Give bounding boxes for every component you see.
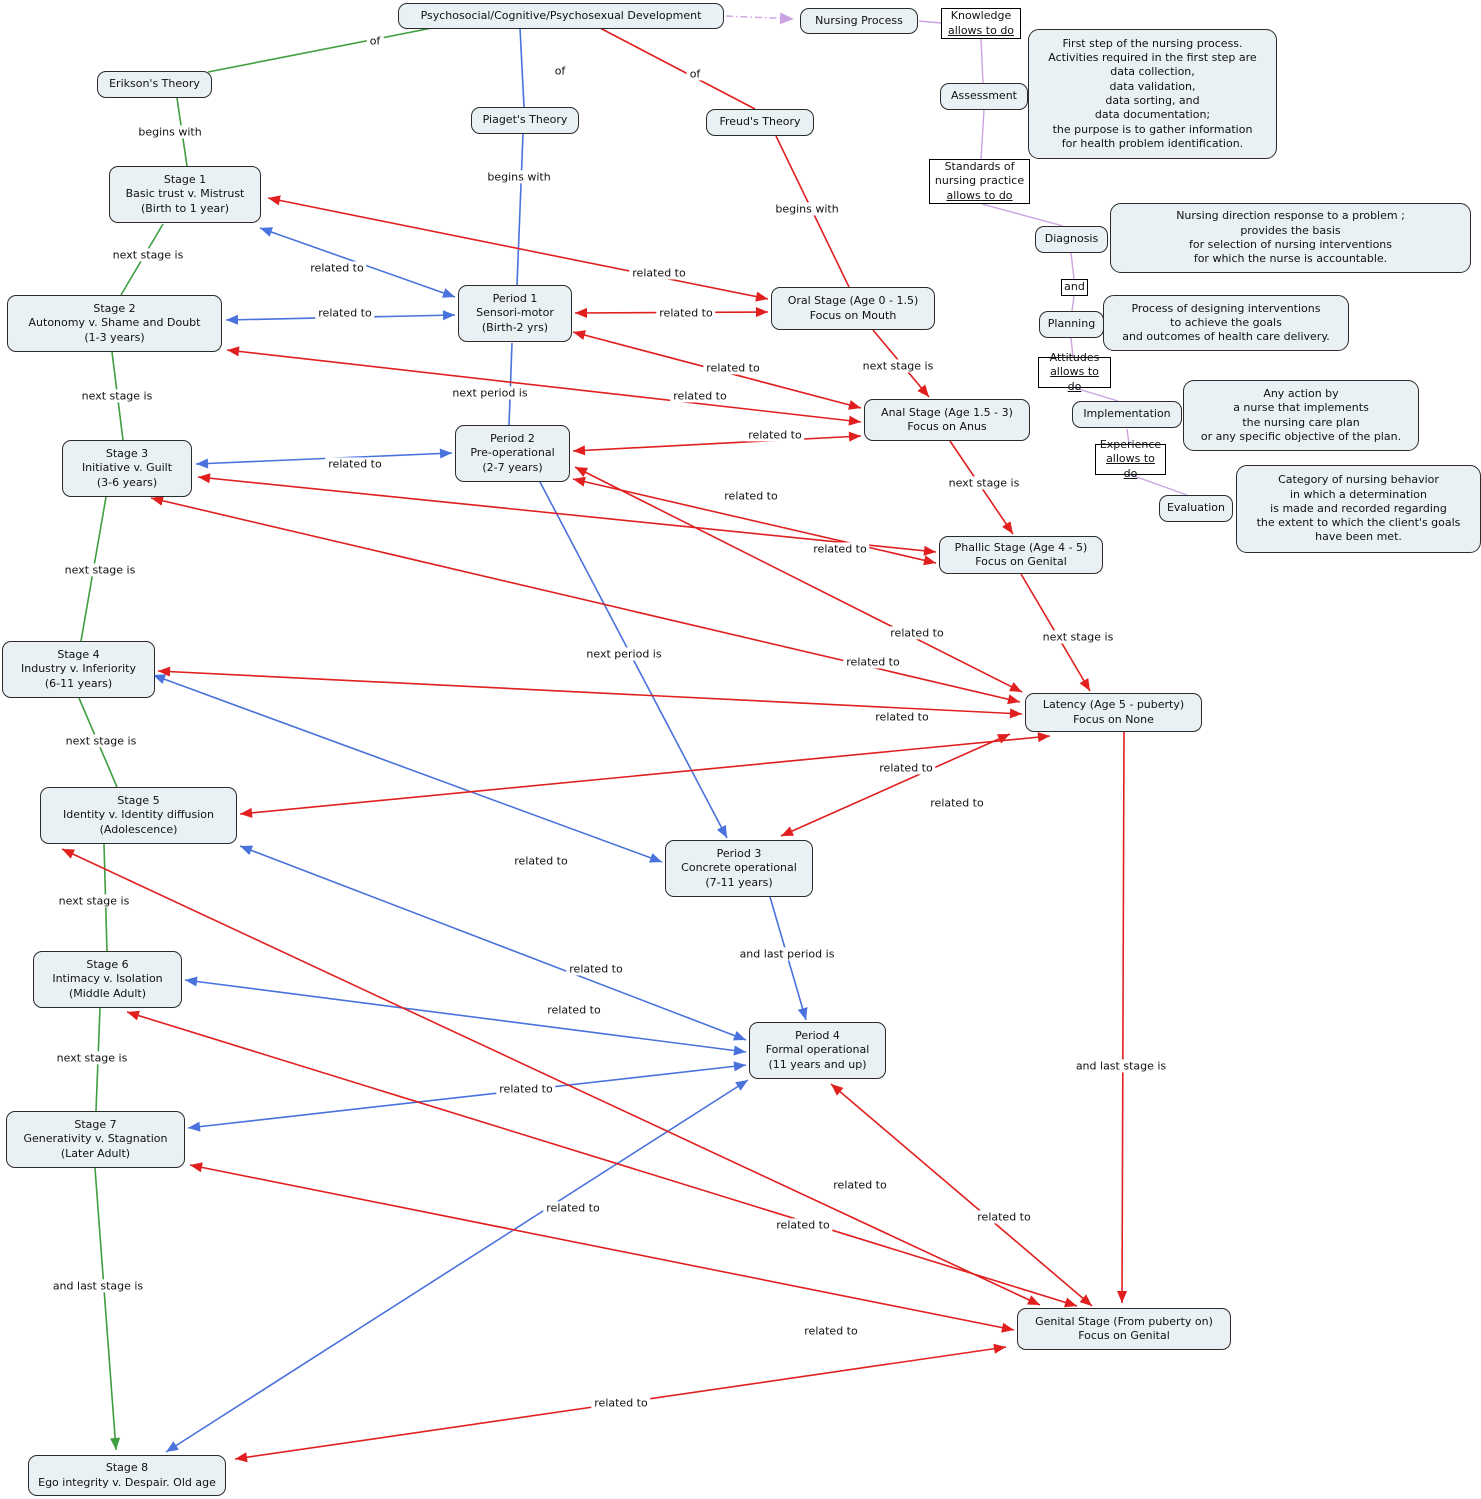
node-attitudes-allows-line-0: Attitudes	[1049, 351, 1100, 365]
arrowhead	[260, 227, 273, 237]
edge-label-18: next stage is	[946, 476, 1023, 489]
node-planning-desc[interactable]	[1103, 295, 1349, 351]
edge-label-17: related to	[325, 457, 384, 470]
edge-line-47	[981, 39, 983, 83]
node-freuds-theory-line-0: Freud's Theory	[719, 115, 801, 129]
node-assessment-desc-line-1: Activities required in the first step are	[1048, 51, 1257, 65]
edge-label-6: next stage is	[110, 248, 187, 261]
node-period3[interactable]	[665, 840, 813, 897]
edge-label-40: related to	[773, 1218, 832, 1231]
node-diagnosis[interactable]	[1035, 226, 1108, 253]
node-evaluation[interactable]	[1159, 495, 1233, 522]
node-evaluation-desc-line-1: in which a determination	[1289, 487, 1428, 501]
arrowhead	[649, 853, 662, 862]
edge-label-4: begins with	[484, 170, 553, 183]
edge-line-31	[227, 350, 861, 422]
node-stage7[interactable]	[6, 1111, 185, 1168]
node-planning-desc-line-1: to achieve the goals	[1170, 315, 1282, 329]
edge-label-38: related to	[830, 1178, 889, 1191]
edge-line-22	[600, 28, 755, 109]
node-assessment-line-0: Assessment	[951, 89, 1017, 103]
node-stage3-line-0: Stage 3	[105, 447, 149, 461]
node-diagnosis-line-0: Diagnosis	[1044, 232, 1099, 246]
arrowhead	[188, 1122, 200, 1132]
node-oral-stage[interactable]	[771, 287, 935, 330]
node-planning[interactable]	[1039, 311, 1104, 338]
edge-label-8: related to	[629, 266, 688, 279]
arrowhead	[443, 310, 455, 320]
arrowhead	[734, 1061, 746, 1071]
arrowhead	[1010, 708, 1022, 718]
edge-label-31: next stage is	[56, 894, 133, 907]
node-assessment-desc-line-7: for health problem identification.	[1061, 136, 1244, 150]
node-genital-stage-line-1: Focus on Genital	[1078, 1329, 1170, 1342]
node-planning-desc-line-0: Process of designing interventions	[1131, 301, 1321, 315]
arrowhead	[196, 458, 208, 468]
node-knowledge-allows-line-0: Knowledge	[950, 9, 1012, 23]
arrowhead	[849, 432, 861, 442]
node-piagets-theory[interactable]	[471, 107, 579, 134]
arrowhead	[755, 292, 768, 302]
arrowhead	[127, 1011, 140, 1021]
node-implementation-desc-line-1: a nurse that implements	[1233, 401, 1369, 415]
arrowhead	[573, 330, 586, 340]
node-stage1-line-2: (Birth to 1 year)	[140, 201, 230, 215]
node-stage8-line-1: Ego integrity v. Despair. Old age	[38, 1475, 216, 1489]
edge-line-50	[1071, 253, 1074, 279]
node-experience-allows[interactable]	[1095, 438, 1166, 480]
node-stage7-line-1: Generativity v. Stagnation	[23, 1132, 168, 1146]
edge-label-15: related to	[670, 389, 729, 402]
node-evaluation-desc-line-3: the extent to which the client's goals	[1256, 516, 1461, 530]
edge-label-3: begins with	[135, 125, 204, 138]
node-period2-line-1: Pre-operational	[470, 446, 555, 460]
arrowhead	[1064, 1298, 1077, 1308]
node-stage6-line-0: Stage 6	[86, 958, 129, 972]
node-stage2-line-1: Autonomy v. Shame and Doubt	[28, 316, 201, 330]
node-experience-allows-line-0: Experience	[1099, 438, 1162, 452]
node-period4-line-2: (11 years and up)	[768, 1057, 867, 1071]
node-main-title[interactable]	[398, 3, 724, 29]
node-eriksons-theory[interactable]	[97, 71, 212, 98]
edge-label-14: next period is	[449, 386, 530, 399]
node-stage7-line-0: Stage 7	[74, 1118, 117, 1132]
node-latency-stage-line-1: Focus on None	[1073, 712, 1154, 726]
node-assessment-desc-line-6: the purpose is to gather information	[1052, 122, 1253, 136]
arrowhead	[151, 496, 164, 506]
edge-label-27: next stage is	[63, 734, 140, 747]
edge-label-23: next stage is	[1040, 630, 1117, 643]
node-standards-allows-line-0: Standards of	[944, 160, 1015, 174]
arrowhead	[190, 1162, 203, 1172]
arrowhead	[440, 448, 452, 458]
node-anal-stage-line-1: Focus on Anus	[907, 420, 987, 433]
node-stage7-line-2: (Later Adult)	[60, 1146, 131, 1160]
edge-label-2: of	[687, 67, 704, 80]
node-diagnosis-desc-line-1: provides the basis	[1240, 223, 1341, 237]
node-knowledge-allows-line-1: allows to do	[947, 23, 1015, 37]
node-diagnosis-desc-line-2: for selection of nursing interventions	[1188, 238, 1393, 251]
edge-label-29: related to	[927, 796, 986, 809]
node-anal-stage[interactable]	[864, 399, 1030, 441]
node-stage2-line-2: (1-3 years)	[84, 330, 145, 344]
edge-label-44: related to	[591, 1396, 650, 1409]
node-evaluation-desc-line-2: is made and recorded regarding	[1270, 501, 1447, 515]
edge-label-32: and last period is	[737, 947, 838, 960]
edge-line-10	[517, 134, 523, 285]
node-period3-line-0: Period 3	[716, 847, 762, 861]
edge-label-35: next stage is	[54, 1051, 131, 1064]
edge-label-13: next stage is	[79, 389, 156, 402]
node-stage3-line-2: (3-6 years)	[96, 475, 158, 489]
node-attitudes-allows-line-1: allows to do	[1050, 365, 1099, 393]
node-and-phrase[interactable]	[1061, 279, 1088, 296]
edge-label-9: related to	[315, 306, 374, 319]
node-period1-line-1: Sensori-motor	[476, 306, 554, 320]
edge-line-41	[127, 1012, 1077, 1306]
node-latency-stage-line-0: Latency (Age 5 - puberty)	[1042, 698, 1185, 712]
node-period2[interactable]	[455, 425, 570, 482]
node-attitudes-allows[interactable]	[1038, 351, 1111, 393]
edge-label-20: related to	[810, 542, 869, 555]
arrowhead	[924, 546, 936, 556]
node-assessment-desc-line-5: data documentation;	[1094, 108, 1211, 122]
edge-line-19	[185, 980, 746, 1052]
node-planning-line-0: Planning	[1047, 317, 1096, 331]
node-period2-line-2: (2-7 years)	[482, 460, 543, 474]
edge-label-16: related to	[745, 428, 804, 441]
edge-label-42: and last stage is	[50, 1279, 146, 1292]
edge-line-33	[198, 477, 936, 552]
node-stage1-line-1: Basic trust v. Mistrust	[125, 187, 245, 201]
arrowhead	[735, 1080, 748, 1091]
node-freuds-theory[interactable]	[706, 109, 814, 136]
node-period4[interactable]	[749, 1022, 886, 1079]
node-diagnosis-desc-line-3: for which the nurse is accountable.	[1193, 252, 1388, 266]
node-period1-line-2: (Birth-2 yrs)	[481, 320, 549, 334]
node-stage5[interactable]	[40, 787, 237, 844]
node-assessment-desc-line-3: data validation,	[1109, 79, 1196, 93]
edge-line-8	[95, 1168, 116, 1450]
arrowhead	[756, 307, 768, 317]
edge-line-27	[1122, 731, 1124, 1303]
arrowhead	[849, 416, 861, 426]
node-stage5-line-2: (Adolescence)	[99, 822, 178, 836]
node-nursing-process-line-0: Nursing Process	[815, 13, 903, 27]
node-standards-allows-line-1: nursing practice	[934, 174, 1025, 188]
arrowhead	[575, 308, 587, 318]
edge-label-22: related to	[887, 626, 946, 639]
arrowhead	[442, 288, 455, 298]
edge-line-0	[208, 28, 432, 72]
node-evaluation-desc-line-4: have been met.	[1315, 530, 1402, 544]
node-implementation-desc[interactable]	[1183, 380, 1419, 451]
edge-label-34: related to	[544, 1003, 603, 1016]
node-and-phrase-line-0: and	[1064, 280, 1085, 294]
node-assessment-desc[interactable]	[1028, 29, 1277, 159]
arrowhead	[733, 1031, 746, 1040]
node-latency-stage[interactable]	[1025, 693, 1202, 732]
arrowhead	[166, 1441, 179, 1452]
edge-label-11: next stage is	[860, 359, 937, 372]
node-knowledge-allows[interactable]	[941, 8, 1021, 39]
node-genital-stage-line-0: Genital Stage (From puberty on)	[1035, 1314, 1213, 1328]
node-stage5-line-1: Identity v. Identity diffusion	[62, 808, 215, 822]
node-implementation-desc-line-2: the nursing care plan	[1242, 415, 1360, 429]
arrowhead	[780, 13, 794, 25]
node-stage3[interactable]	[62, 440, 192, 497]
node-stage2[interactable]	[7, 295, 222, 352]
node-stage1-line-0: Stage 1	[163, 173, 207, 187]
edge-line-11	[509, 343, 512, 425]
edge-label-1: of	[552, 64, 569, 77]
node-stage1[interactable]	[109, 166, 261, 223]
edge-line-48	[981, 110, 984, 159]
node-implementation[interactable]	[1072, 401, 1182, 428]
edge-label-33: related to	[566, 962, 625, 975]
arrowhead	[185, 977, 198, 987]
node-diagnosis-desc-line-0: Nursing direction response to a problem ;	[1176, 209, 1405, 223]
arrowhead	[240, 808, 252, 818]
node-period4-line-0: Period 4	[795, 1029, 840, 1043]
node-eriksons-theory-line-0: Erikson's Theory	[109, 77, 200, 91]
node-stage8-line-0: Stage 8	[105, 1461, 149, 1475]
edge-label-36: and last stage is	[1073, 1059, 1169, 1072]
node-standards-allows-line-2: allows to do	[946, 188, 1013, 202]
node-stage5-line-0: Stage 5	[117, 794, 160, 808]
arrowhead	[1117, 1291, 1127, 1303]
arrowhead	[848, 400, 861, 410]
node-assessment-desc-line-0: First step of the nursing process.	[1062, 36, 1243, 50]
node-standards-allows[interactable]	[929, 159, 1030, 204]
edge-label-26: related to	[872, 710, 931, 723]
edge-line-28	[268, 198, 768, 299]
node-genital-stage[interactable]	[1017, 1308, 1231, 1350]
node-anal-stage-line-0: Anal Stage (Age 1.5 - 3)	[881, 405, 1013, 419]
node-assessment-desc-line-2: data collection,	[1110, 65, 1195, 79]
arrowhead	[198, 473, 210, 483]
arrowhead	[110, 1438, 120, 1450]
node-period2-line-0: Period 2	[490, 432, 535, 446]
edge-line-46	[919, 21, 941, 23]
node-assessment[interactable]	[940, 83, 1028, 110]
edge-label-37: related to	[496, 1082, 555, 1095]
node-main-title-line-0: Psychosocial/Cognitive/Psychosexual Development	[420, 8, 702, 22]
edge-label-43: related to	[801, 1324, 860, 1337]
node-phallic-stage-line-0: Phallic Stage (Age 4 - 5)	[954, 540, 1088, 554]
node-period3-line-1: Concrete operational	[681, 861, 797, 875]
arrowhead	[1007, 694, 1020, 704]
edge-line-49	[982, 204, 1063, 226]
node-stage6[interactable]	[33, 951, 182, 1008]
arrowhead	[1002, 521, 1013, 534]
node-evaluation-desc[interactable]	[1236, 465, 1481, 553]
node-assessment-desc-line-4: data sorting, and	[1105, 94, 1200, 107]
node-period3-line-2: (7-11 years)	[705, 875, 773, 889]
node-diagnosis-desc[interactable]	[1110, 203, 1471, 273]
edge-line-9	[520, 28, 524, 107]
edge-label-12: related to	[703, 361, 762, 374]
edge-line-36	[151, 498, 1020, 702]
edge-label-19: related to	[721, 489, 780, 502]
arrowhead	[1038, 732, 1050, 742]
arrowhead	[993, 1344, 1006, 1354]
node-period1[interactable]	[458, 285, 572, 342]
node-evaluation-desc-line-0: Category of nursing behavior	[1278, 473, 1439, 487]
edge-label-10: related to	[656, 306, 715, 319]
node-stage6-line-2: (Middle Adult)	[68, 986, 147, 1000]
edge-label-7: related to	[307, 261, 366, 274]
node-experience-allows-line-1: allows to do	[1106, 452, 1155, 480]
edge-label-5: begins with	[772, 202, 841, 215]
edge-line-38	[781, 734, 1010, 836]
edge-label-25: next period is	[583, 647, 664, 660]
arrowhead	[1080, 678, 1090, 691]
arrowhead	[226, 315, 238, 325]
arrowhead	[1001, 1323, 1014, 1333]
node-oral-stage-line-1: Focus on Mouth	[809, 308, 897, 322]
node-piagets-theory-line-0: Piaget's Theory	[482, 113, 568, 127]
edge-label-24: related to	[843, 655, 902, 668]
node-stage4-line-0: Stage 4	[57, 648, 100, 662]
node-period4-line-1: Formal operational	[765, 1043, 870, 1057]
node-evaluation-line-0: Evaluation	[1166, 501, 1226, 515]
edge-label-41: related to	[543, 1201, 602, 1214]
node-stage6-line-1: Intimacy v. Isolation	[52, 972, 163, 986]
node-oral-stage-line-0: Oral Stage (Age 0 - 1.5)	[787, 294, 919, 308]
node-nursing-process[interactable]	[800, 8, 918, 34]
node-planning-desc-line-2: and outcomes of health care delivery.	[1122, 330, 1330, 344]
node-stage4[interactable]	[2, 641, 155, 698]
edge-line-37	[158, 671, 1022, 714]
arrowhead	[235, 1452, 248, 1462]
node-stage4-line-1: Industry v. Inferiority	[21, 662, 136, 676]
node-stage4-line-2: (6-11 years)	[44, 676, 113, 690]
edge-line-44	[831, 1084, 1092, 1306]
edge-line-20	[188, 1065, 746, 1128]
node-period1-line-0: Period 1	[492, 292, 538, 306]
edge-line-16	[196, 453, 452, 464]
edge-line-51	[1072, 296, 1074, 311]
arrowhead	[923, 555, 936, 565]
node-phallic-stage[interactable]	[939, 536, 1103, 574]
edge-line-32	[573, 436, 861, 451]
arrowhead	[733, 1045, 746, 1055]
node-phallic-stage-line-1: Focus on Genital	[975, 555, 1067, 568]
node-implementation-desc-line-3: or any specific objective of the plan.	[1200, 429, 1402, 443]
edge-label-39: related to	[974, 1210, 1033, 1223]
arrowhead	[798, 1007, 808, 1020]
node-implementation-desc-line-0: Any action by	[1263, 386, 1339, 400]
node-implementation-line-0: Implementation	[1083, 407, 1171, 421]
edge-label-30: related to	[511, 854, 570, 867]
arrowhead	[240, 846, 253, 855]
edge-label-28: related to	[876, 761, 935, 774]
edge-line-21	[166, 1080, 748, 1452]
node-stage2-line-0: Stage 2	[93, 302, 136, 316]
node-stage3-line-1: Initiative v. Guilt	[81, 461, 173, 475]
arrowhead	[227, 346, 239, 356]
arrowhead	[573, 477, 586, 487]
node-stage8[interactable]	[28, 1455, 226, 1496]
edge-label-21: next stage is	[62, 563, 139, 576]
arrowhead	[268, 195, 281, 205]
edge-label-0: of	[367, 34, 384, 47]
arrowhead	[573, 445, 585, 455]
